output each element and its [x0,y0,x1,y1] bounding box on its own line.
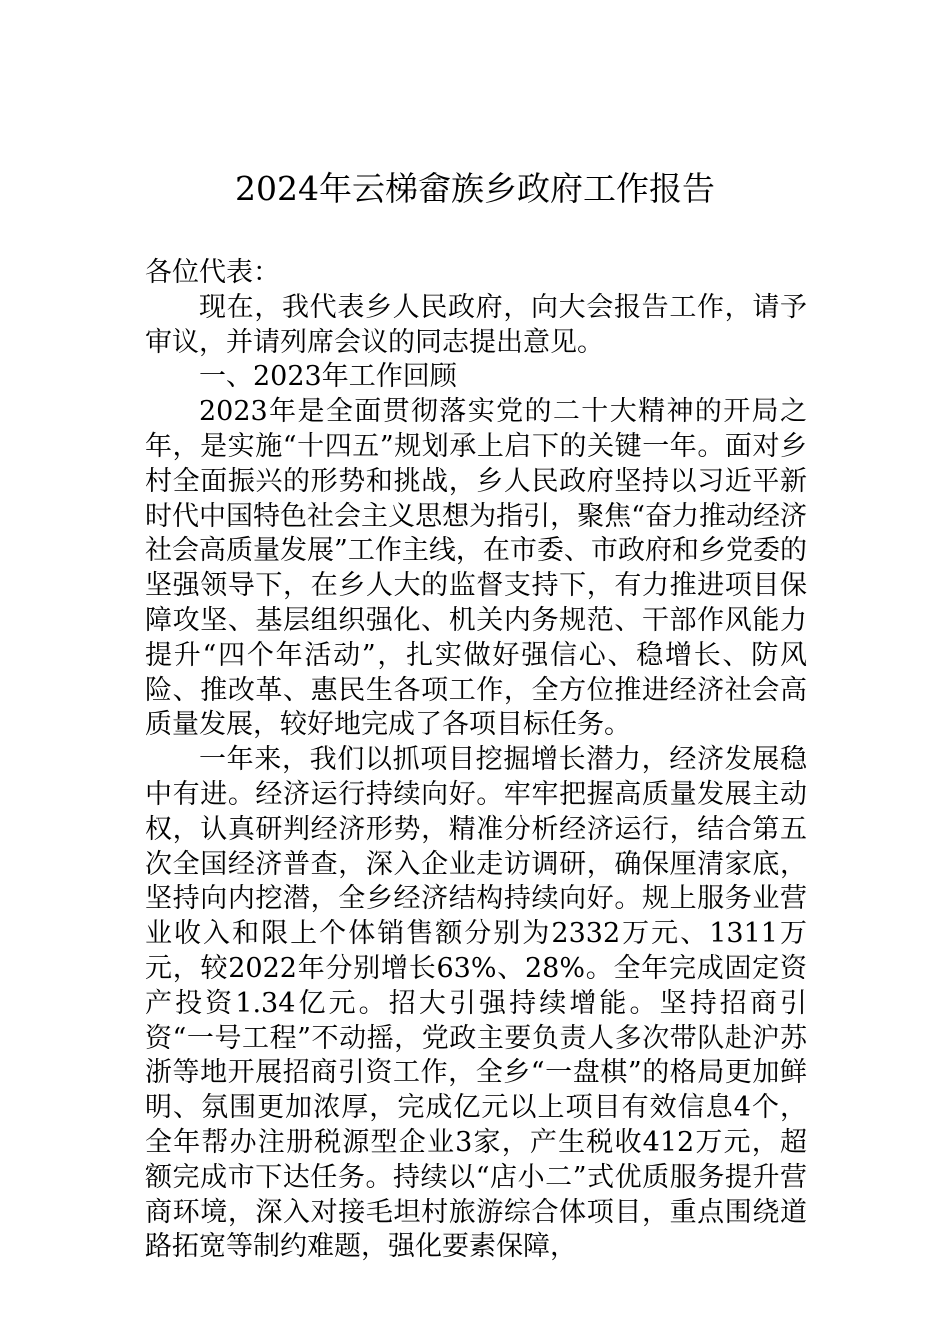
paragraph-economy: 一年来，我们以抓项目挖掘增长潜力，经济发展稳中有进。经济运行持续向好。牢牢把握高质量发展主动权，认真研判经济形势，精准分析经济运行，结合第五次全国经济普查，深入企业走访调研，确保厘清家底，坚持向内挖潜，全乡经济结构持续向好。规上服务业营业收入和限上个体销售额分别为2332万元、1311万元，较2022年分别增长63%、28%。全年完成固定资产投资1.34亿元。招大引强持续增能。坚持招商引资“一号工程”不动摇，党政主要负责人多次带队赴沪苏浙等地开展招商引资工作，全乡“一盘棋”的格局更加鲜明、氛围更加浓厚，完成亿元以上项目有效信息4个，全年帮办注册税源型企业3家，产生税收412万元，超额完成市下达任务。持续以“店小二”式优质服务提升营商环境，深入对接毛坦村旅游综合体项目，重点围绕道路拓宽等制约难题，强化要素保障， [145,744,807,1263]
document-title: 2024年云梯畲族乡政府工作报告 [235,169,715,208]
salutation: 各位代表： [145,257,280,288]
paragraph-intro: 现在，我代表乡人民政府，向大会报告工作，请予审议，并请列席会议的同志提出意见。 [145,291,807,358]
section-heading: 一、2023年工作回顾 [199,361,457,393]
paragraph-overview: 2023年是全面贯彻落实党的二十大精神的开局之年，是实施“十四五”规划承上启下的关键一年。面对乡村全面振兴的形势和挑战，乡人民政府坚持以习近平新时代中国特色社会主义思想为指引，聚焦“奋力推动经济社会高质量发展”工作主线，在市委、市政府和乡党委的坚强领导下，在乡人大的监督支持下，有力推进项目保障攻坚、基层组织强化、机关内务规范、干部作风能力提升“四个年活动”，扎实做好强信心、稳增长、防风险、推改革、惠民生各项工作，全方位推进经济社会高质量发展，较好地完成了各项目标任务。 [145,396,807,741]
document-body [145,256,807,1265]
